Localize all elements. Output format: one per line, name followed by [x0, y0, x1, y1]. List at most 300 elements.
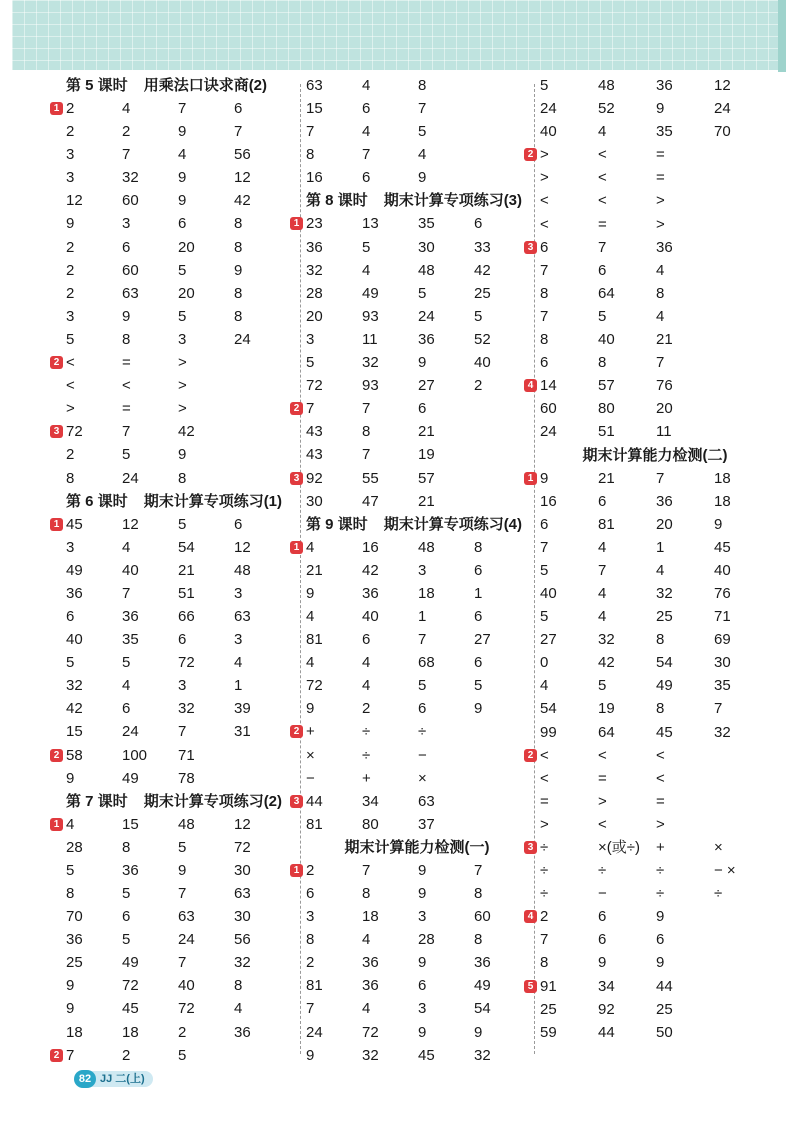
answer-row: [66, 1021, 291, 1044]
question-number-badge: 3: [524, 841, 537, 854]
answer-row: [540, 120, 770, 143]
answer-cell: 81: [306, 815, 323, 833]
answer-row: [66, 859, 291, 882]
answer-cell: 7: [474, 861, 483, 879]
answer-cell: >: [656, 815, 665, 833]
answer-cell: 4: [362, 677, 371, 695]
answer-cell: 8: [598, 354, 607, 372]
answer-cell: 70: [66, 908, 83, 926]
answer-cell: 49: [474, 977, 491, 995]
answer-cell: 19: [418, 446, 435, 464]
answer-row: [540, 813, 770, 836]
answer-row: [66, 720, 291, 743]
answer-row: [53, 420, 291, 443]
answer-cell: 32: [362, 354, 379, 372]
answer-row: [540, 882, 770, 905]
answer-cell: 36: [306, 238, 323, 256]
header-band: [12, 0, 782, 70]
answer-cell: 48: [234, 561, 251, 579]
answer-cell: 4: [234, 1000, 243, 1018]
answer-cell: 4: [306, 538, 315, 556]
answer-cell: 39: [234, 700, 251, 718]
answer-row: [306, 767, 528, 790]
answer-cell: 6: [474, 607, 483, 625]
answer-cell: 6: [122, 700, 131, 718]
question-number-badge: 1: [50, 518, 63, 531]
answer-cell: 44: [306, 792, 323, 810]
answer-cell: 7: [362, 446, 371, 464]
answer-cell: 9: [418, 954, 427, 972]
answer-row: [66, 582, 291, 605]
answer-cell: <: [540, 192, 549, 210]
answer-cell: 60: [474, 908, 491, 926]
answer-cell: 63: [418, 792, 435, 810]
answer-row: [540, 259, 770, 282]
answer-cell: 36: [122, 861, 139, 879]
answer-cell: 36: [362, 977, 379, 995]
answer-cell: 70: [714, 123, 731, 141]
answer-cell: =: [122, 354, 131, 372]
answer-cell: 2: [122, 1046, 131, 1064]
answer-cell: 9: [598, 954, 607, 972]
answer-cell: 6: [362, 169, 371, 187]
answer-cell: 30: [306, 492, 323, 510]
answer-cell: 6: [540, 354, 549, 372]
answer-cell: 54: [540, 700, 557, 718]
answer-cell: 8: [540, 954, 549, 972]
answer-cell: 7: [178, 885, 187, 902]
answer-row: [540, 351, 770, 374]
answer-cell: 2: [66, 261, 75, 279]
answer-row: [66, 236, 291, 259]
answer-cell: 36: [66, 931, 83, 949]
answer-cell: 40: [178, 977, 195, 995]
answer-cell: >: [598, 792, 607, 810]
answer-cell: 7: [178, 100, 187, 117]
answer-cell: 23: [306, 215, 323, 233]
answer-cell: 24: [540, 100, 557, 118]
answer-row: [306, 744, 528, 767]
page-number: 82: [74, 1070, 96, 1088]
answer-cell: 57: [598, 377, 615, 395]
answer-row: [306, 143, 528, 166]
answer-cell: 7: [178, 723, 187, 741]
answer-row: [66, 305, 291, 328]
answer-cell: >: [178, 354, 187, 372]
answer-row: [293, 720, 528, 743]
answer-row: [527, 905, 770, 928]
answer-cell: 6: [474, 215, 483, 233]
answer-cell: 48: [418, 538, 435, 556]
answer-cell: 99: [540, 723, 557, 741]
answer-row: [53, 513, 291, 536]
answer-cell: 8: [122, 838, 131, 856]
answer-cell: >: [656, 192, 665, 210]
answer-cell: 4: [598, 123, 607, 141]
question-number-badge: 1: [290, 541, 303, 554]
answer-cell: <: [122, 377, 131, 395]
answer-cell: 8: [234, 238, 243, 256]
answer-cell: 6: [362, 631, 371, 649]
answer-row: [66, 767, 291, 790]
answer-cell: 5: [418, 123, 427, 141]
answer-cell: ÷: [540, 839, 549, 856]
answer-cell: +: [362, 769, 371, 787]
answer-cell: − ×: [714, 862, 736, 880]
answer-cell: 5: [122, 885, 131, 902]
answer-cell: 45: [122, 1000, 139, 1018]
answer-cell: −: [418, 746, 427, 764]
answer-cell: 25: [656, 1000, 673, 1018]
answer-cell: ×: [714, 839, 723, 856]
answer-row: [66, 467, 291, 490]
answer-cell: 3: [178, 677, 187, 695]
answer-cell: 51: [178, 584, 195, 602]
answer-cell: 20: [656, 515, 673, 533]
answer-cell: <: [540, 746, 549, 764]
answer-cell: 72: [234, 838, 251, 856]
answer-cell: 5: [540, 608, 549, 626]
answer-row: [66, 905, 291, 928]
answer-cell: 12: [122, 515, 139, 533]
answer-row: [293, 397, 528, 420]
page-footer: [74, 1070, 153, 1088]
answer-cell: <: [598, 192, 607, 210]
answer-row: [306, 674, 528, 697]
answer-row: [66, 328, 291, 351]
answer-row: [66, 651, 291, 674]
answer-row: [66, 536, 291, 559]
answer-cell: ÷: [418, 723, 427, 741]
answer-cell: 5: [474, 677, 483, 695]
answer-cell: 4: [306, 654, 315, 672]
answer-cell: 20: [656, 400, 673, 418]
answer-cell: 50: [656, 1023, 673, 1041]
section-heading: [540, 444, 770, 467]
answer-cell: +: [656, 839, 665, 856]
answer-cell: 24: [178, 931, 195, 949]
answer-row: [540, 328, 770, 351]
section-heading: [306, 189, 528, 212]
answer-cell: 52: [598, 100, 615, 118]
answer-cell: 15: [122, 815, 139, 833]
answer-row: [66, 282, 291, 305]
answer-cell: <: [598, 815, 607, 833]
answer-cell: 45: [656, 723, 673, 741]
answer-cell: 4: [656, 561, 665, 579]
answer-row: [53, 97, 291, 120]
question-number-badge: 3: [290, 795, 303, 808]
answer-cell: 92: [598, 1000, 615, 1018]
answer-row: [540, 859, 770, 882]
answer-cell: 7: [234, 123, 243, 141]
answer-cell: 37: [418, 815, 435, 833]
answer-row: [306, 928, 528, 951]
answer-cell: 24: [122, 723, 139, 741]
answer-cell: 4: [362, 1000, 371, 1018]
answer-cell: 28: [418, 931, 435, 949]
answer-cell: 40: [540, 584, 557, 602]
answer-cell: 8: [540, 331, 549, 349]
answer-row: [540, 605, 770, 628]
answer-row: [306, 882, 528, 905]
answer-cell: 4: [122, 100, 131, 117]
answer-cell: 6: [598, 492, 607, 510]
answer-cell: 9: [66, 1000, 75, 1018]
answer-row: [306, 166, 528, 189]
answer-row: [540, 74, 770, 97]
answer-cell: 72: [306, 677, 323, 695]
answer-row: [540, 305, 770, 328]
question-number-badge: 1: [290, 217, 303, 230]
answer-cell: 7: [418, 631, 427, 649]
section-title: 期末计算专项练习(2): [143, 792, 283, 810]
answer-cell: 45: [66, 515, 83, 533]
answer-cell: 6: [122, 238, 131, 256]
answer-row: [540, 674, 770, 697]
answer-cell: 80: [598, 400, 615, 418]
answer-cell: 18: [714, 492, 731, 510]
answer-cell: 25: [656, 608, 673, 626]
answer-cell: 7: [656, 354, 665, 372]
answer-cell: 3: [418, 1000, 427, 1018]
lesson-label: 第 5 课时: [66, 77, 128, 94]
answer-cell: =: [598, 769, 607, 787]
answer-cell: 6: [306, 885, 315, 902]
answer-cell: 35: [418, 215, 435, 233]
answer-row: [306, 651, 528, 674]
answer-cell: 18: [66, 1023, 83, 1041]
answer-cell: 11: [656, 423, 672, 441]
column-2: [293, 74, 528, 1067]
answer-cell: 63: [306, 77, 323, 94]
answer-cell: 72: [178, 1000, 195, 1018]
answer-cell: 5: [598, 677, 607, 695]
answer-cell: 7: [362, 400, 371, 418]
answer-cell: 6: [540, 238, 549, 256]
answer-cell: 9: [474, 700, 483, 718]
answer-cell: 3: [234, 584, 243, 602]
answer-cell: 7: [656, 469, 665, 487]
answer-cell: ÷: [540, 885, 549, 903]
answer-cell: +: [306, 723, 315, 741]
answer-cell: 7: [714, 700, 723, 718]
answer-cell: 42: [598, 654, 615, 672]
answer-cell: 9: [178, 123, 187, 141]
answer-cell: 44: [598, 1023, 615, 1041]
answer-row: [293, 212, 528, 235]
answer-row: [306, 605, 528, 628]
answer-cell: 19: [598, 700, 615, 718]
answer-row: [540, 767, 770, 790]
answer-row: [306, 997, 528, 1020]
answer-cell: 5: [66, 654, 75, 672]
section-heading: [66, 490, 291, 513]
answer-cell: 35: [122, 631, 139, 649]
answer-cell: 44: [656, 977, 673, 995]
answer-cell: 36: [474, 954, 491, 972]
answer-cell: 2: [178, 1023, 187, 1041]
answer-cell: 72: [362, 1023, 379, 1041]
section-title: 期末计算专项练习(4): [383, 515, 523, 533]
answer-cell: 27: [474, 631, 491, 649]
answer-cell: 72: [306, 377, 323, 395]
answer-row: [540, 213, 770, 236]
answer-cell: 40: [122, 561, 139, 579]
answer-cell: 36: [656, 238, 673, 256]
answer-row: [66, 120, 291, 143]
answer-cell: 55: [362, 469, 379, 487]
question-number-badge: 2: [290, 725, 303, 738]
answer-cell: <: [598, 146, 607, 164]
question-number-badge: 3: [290, 472, 303, 485]
answer-cell: 56: [234, 146, 251, 164]
answer-row: [306, 951, 528, 974]
answer-cell: 6: [474, 654, 483, 672]
answer-row: [540, 189, 770, 212]
answer-cell: 21: [306, 561, 323, 579]
answer-cell: 40: [598, 331, 615, 349]
answer-cell: 81: [306, 977, 323, 995]
answer-cell: 32: [362, 1046, 379, 1064]
answer-cell: 0: [540, 654, 549, 672]
answer-cell: 49: [122, 954, 139, 972]
answer-cell: 36: [362, 954, 379, 972]
answer-cell: 9: [540, 469, 549, 487]
answer-cell: 36: [418, 330, 435, 348]
answer-cell: 42: [474, 261, 491, 279]
answer-cell: 7: [598, 561, 607, 579]
answer-row: [66, 559, 291, 582]
answer-cell: 8: [306, 931, 315, 949]
answer-cell: 4: [598, 608, 607, 626]
answer-cell: 8: [656, 700, 665, 718]
answer-cell: 9: [66, 215, 75, 233]
answer-cell: 36: [234, 1023, 251, 1041]
answer-cell: 76: [656, 377, 673, 395]
answer-row: [306, 559, 528, 582]
answer-cell: 25: [66, 954, 83, 972]
answer-cell: 3: [66, 538, 75, 556]
answer-row: [66, 674, 291, 697]
answer-row: [540, 628, 770, 651]
answer-cell: 2: [306, 861, 315, 879]
answer-cell: 24: [122, 469, 139, 487]
answer-cell: 18: [418, 584, 435, 602]
answer-cell: 71: [714, 608, 731, 626]
answer-row: [66, 605, 291, 628]
answer-cell: 6: [418, 400, 427, 418]
answer-cell: 93: [362, 307, 379, 325]
answer-cell: 49: [66, 561, 83, 579]
answer-cell: 9: [656, 100, 665, 118]
answer-cell: 32: [598, 631, 615, 649]
answer-cell: 12: [234, 815, 251, 833]
answer-cell: ×(或÷): [598, 839, 640, 856]
answer-cell: 30: [234, 861, 251, 879]
question-number-badge: 2: [50, 749, 63, 762]
answer-cell: <: [656, 769, 665, 787]
answer-cell: 42: [178, 423, 195, 441]
answer-cell: 5: [540, 561, 549, 579]
answer-cell: 9: [306, 584, 315, 602]
answer-cell: 48: [418, 261, 435, 279]
answer-row: [540, 166, 770, 189]
answer-cell: ÷: [540, 862, 549, 880]
answer-row: [53, 1044, 291, 1067]
answer-row: [540, 951, 770, 974]
answer-cell: 13: [362, 215, 379, 233]
answer-row: [306, 1044, 528, 1067]
answer-cell: 5: [418, 677, 427, 695]
answer-cell: 4: [656, 261, 665, 279]
answer-cell: 31: [234, 723, 251, 741]
answer-cell: 81: [598, 515, 615, 533]
section-title: 期末计算能力检测(二): [582, 446, 728, 464]
answer-cell: 51: [598, 423, 615, 441]
answer-row: [306, 813, 528, 836]
answer-cell: 32: [656, 584, 673, 602]
answer-row: [66, 697, 291, 720]
answer-cell: 5: [178, 1046, 187, 1064]
answer-cell: 25: [540, 1000, 557, 1018]
answer-cell: 6: [598, 931, 607, 949]
answer-row: [540, 559, 770, 582]
answer-cell: 3: [178, 330, 187, 348]
answer-cell: 8: [418, 77, 427, 94]
answer-cell: 48: [178, 815, 195, 833]
answer-cell: 58: [66, 746, 83, 764]
answer-cell: 8: [540, 284, 549, 302]
answer-cell: 12: [66, 192, 83, 210]
question-number-badge: 1: [50, 102, 63, 115]
answer-cell: ×: [418, 769, 427, 787]
answer-cell: ÷: [362, 723, 371, 741]
answer-row: [306, 236, 528, 259]
answer-cell: =: [656, 169, 665, 187]
answer-row: [306, 905, 528, 928]
answer-cell: 8: [122, 330, 131, 348]
answer-cell: 3: [122, 215, 131, 233]
answer-cell: 5: [122, 931, 131, 949]
answer-cell: 3: [66, 169, 75, 187]
answer-cell: 9: [656, 908, 665, 926]
answer-row: [293, 859, 528, 882]
answer-cell: 2: [540, 908, 549, 926]
answer-row: [306, 697, 528, 720]
answer-cell: 4: [362, 931, 371, 949]
answer-cell: 36: [656, 77, 673, 94]
answer-cell: 24: [418, 307, 435, 325]
answer-cell: 9: [66, 977, 75, 995]
answer-cell: 4: [122, 538, 131, 556]
answer-row: [540, 397, 770, 420]
answer-cell: 8: [474, 931, 483, 949]
answer-row: [66, 189, 291, 212]
answer-cell: 100: [122, 746, 148, 764]
answer-cell: 21: [418, 423, 435, 441]
answer-cell: <: [598, 169, 607, 187]
answer-cell: 7: [540, 261, 549, 279]
answer-cell: 9: [178, 192, 187, 210]
answer-cell: 8: [178, 469, 187, 487]
answer-cell: 5: [178, 261, 187, 279]
answer-cell: 4: [306, 607, 315, 625]
answer-row: [527, 236, 770, 259]
lesson-label: 第 7 课时: [66, 792, 128, 810]
answer-cell: 8: [234, 215, 243, 233]
answer-row: [53, 351, 291, 374]
